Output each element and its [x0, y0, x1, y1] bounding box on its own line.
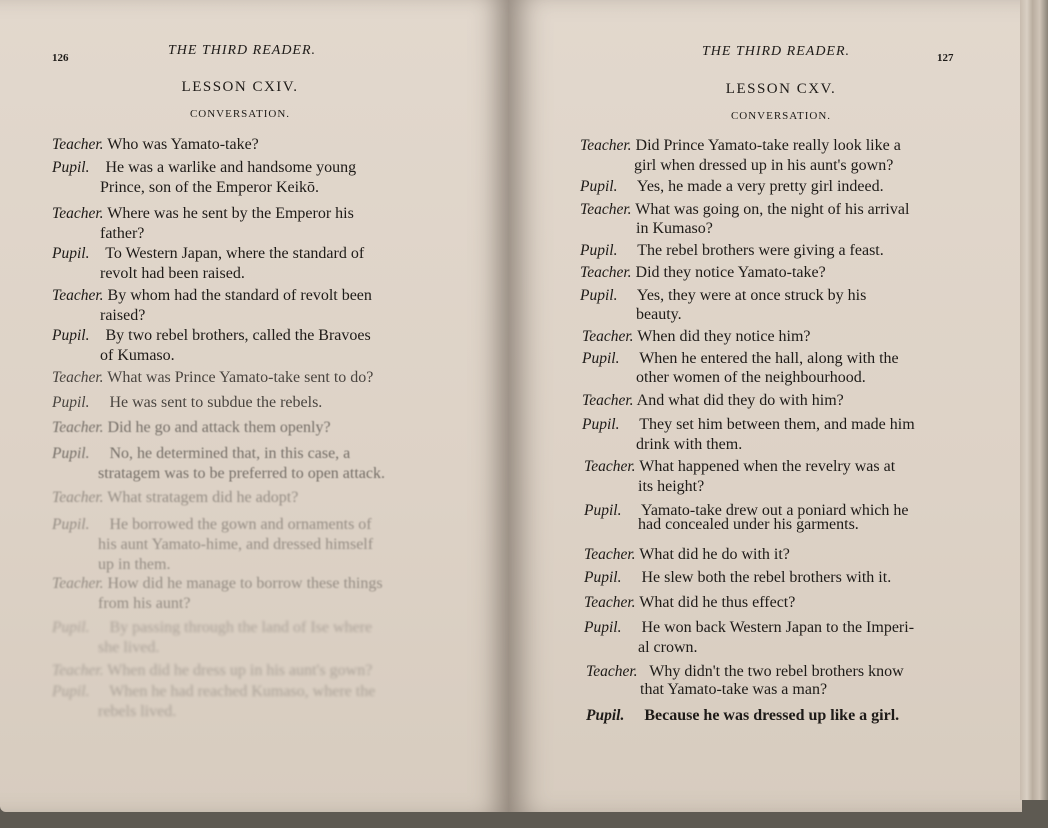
- dialogue-line: [580, 263, 826, 283]
- dialogue-text: By two rebel brothers, called the Bravoes: [105, 327, 371, 344]
- dialogue-line: [52, 515, 372, 535]
- speaker-label: Teacher.: [52, 489, 104, 506]
- dialogue-text: He slew both the rebel brothers with it.: [641, 569, 892, 586]
- dialogue-continuation: raised?: [100, 307, 146, 324]
- dialogue-continuation: Prince, son of the Emperor Keikō.: [100, 179, 320, 196]
- dialogue-continuation: his aunt Yamato-hime, and dressed himself: [98, 536, 374, 553]
- dialogue-text: By passing through the land of Ise where: [109, 619, 373, 636]
- dialogue-line: [52, 244, 364, 264]
- dialogue-line: [52, 488, 298, 508]
- dialogue-line: [52, 682, 375, 702]
- speaker-label: Teacher.: [580, 264, 632, 281]
- speaker-label: Teacher.: [52, 369, 104, 386]
- dialogue-line: [582, 327, 811, 347]
- dialogue-continuation: of Kumaso.: [100, 347, 175, 364]
- dialogue-line: [52, 444, 350, 464]
- dialogue-text: What stratagem did he adopt?: [107, 489, 299, 506]
- dialogue-text: He borrowed the gown and ornaments of: [109, 516, 372, 533]
- dialogue-line: [52, 368, 373, 388]
- dialogue-line: [580, 241, 884, 261]
- speaker-label: Pupil.: [582, 416, 620, 433]
- speaker-label: Pupil.: [586, 707, 625, 724]
- dialogue-text: What did he do with it?: [639, 546, 790, 563]
- lesson-title: LESSON CXIV.: [181, 79, 299, 95]
- dialogue-text: What happened when the revelry was at: [639, 458, 896, 475]
- dialogue-continuation: stratagem was to be preferred to open attack.: [98, 465, 385, 482]
- speaker-label: Pupil.: [582, 350, 620, 367]
- speaker-label: Teacher.: [582, 328, 634, 345]
- dialogue-text: By whom had the standard of revolt been: [107, 287, 372, 304]
- dialogue-line: [584, 545, 790, 565]
- page-edges: [1020, 0, 1048, 800]
- speaker-label: Pupil.: [52, 394, 90, 411]
- speaker-label: Teacher.: [52, 205, 104, 222]
- dialogue-text: What was Prince Yamato-take sent to do?: [107, 369, 374, 386]
- speaker-label: Teacher.: [584, 594, 636, 611]
- dialogue-line: [52, 393, 322, 413]
- dialogue-line: [584, 593, 795, 613]
- dialogue-text: He was a warlike and handsome young: [105, 159, 357, 176]
- dialogue-continuation: that Yamato-take was a man?: [640, 681, 828, 698]
- dialogue-line: [52, 135, 259, 155]
- speaker-label: Teacher.: [582, 392, 634, 409]
- dialogue-text: Yamato-take drew out a poniard which he: [640, 502, 909, 519]
- dialogue-text: He was sent to subdue the rebels.: [109, 394, 323, 411]
- dialogue-line: [582, 391, 844, 411]
- dialogue-line: [582, 415, 915, 435]
- dialogue-text: They set him between them, and made him: [639, 416, 915, 433]
- dialogue-line: [580, 286, 866, 306]
- page-number: 127: [937, 52, 954, 64]
- speaker-label: Pupil.: [52, 445, 90, 462]
- page-number: 126: [52, 52, 69, 64]
- speaker-label: Teacher.: [584, 546, 636, 563]
- speaker-label: Teacher.: [580, 137, 632, 154]
- lesson-title: LESSON CXV.: [725, 81, 837, 97]
- dialogue-text: He won back Western Japan to the Imperi-: [641, 619, 915, 636]
- dialogue-line: [580, 200, 909, 220]
- dialogue-line: [52, 661, 372, 681]
- dialogue-line: [586, 706, 899, 726]
- dialogue-text: When he entered the hall, along with the: [639, 350, 899, 367]
- speaker-label: Pupil.: [52, 516, 90, 533]
- dialogue-continuation: beauty.: [636, 306, 682, 323]
- dialogue-line: [52, 204, 354, 224]
- dialogue-text: How did he manage to borrow these things: [107, 575, 383, 592]
- dialogue-line: [52, 326, 371, 346]
- dialogue-line: [584, 568, 891, 588]
- dialogue-line: [584, 618, 914, 638]
- dialogue-continuation: from his aunt?: [98, 595, 191, 612]
- dialogue-text: No, he determined that, in this case, a: [109, 445, 351, 462]
- dialogue-line: [580, 177, 884, 197]
- dialogue-continuation: revolt had been raised.: [100, 265, 245, 282]
- dialogue-line: [52, 286, 372, 306]
- speaker-label: Teacher.: [52, 662, 104, 679]
- speaker-label: Pupil.: [580, 178, 618, 195]
- dialogue-text: Did he go and attack them openly?: [107, 419, 331, 436]
- dialogue-text: Who was Yamato-take?: [107, 136, 259, 153]
- speaker-label: Teacher.: [52, 287, 104, 304]
- speaker-label: Teacher.: [52, 575, 104, 592]
- dialogue-text: Did they notice Yamato-take?: [635, 264, 826, 281]
- dialogue-continuation: other women of the neighbourhood.: [636, 369, 866, 386]
- dialogue-continuation: up in them.: [98, 556, 171, 573]
- dialogue-continuation: drink with them.: [636, 436, 743, 453]
- right-page: [508, 0, 1022, 812]
- left-page: [0, 0, 508, 812]
- speaker-label: Pupil.: [52, 683, 90, 700]
- dialogue-text: To Western Japan, where the standard of: [105, 245, 365, 262]
- speaker-label: Pupil.: [584, 569, 622, 586]
- dialogue-line: [580, 136, 901, 156]
- speaker-label: Pupil.: [52, 327, 90, 344]
- dialogue-text: What was going on, the night of his arrival: [635, 201, 910, 218]
- dialogue-text: Where was he sent by the Emperor his: [107, 205, 354, 222]
- dialogue-continuation: had concealed under his garments.: [638, 516, 859, 533]
- dialogue-text: Did Prince Yamato-take really look like a: [635, 137, 901, 154]
- dialogue-line: [584, 457, 895, 477]
- dialogue-line: [52, 574, 383, 594]
- dialogue-continuation: al crown.: [638, 639, 698, 656]
- dialogue-continuation: girl when dressed up in his aunt's gown?: [634, 157, 894, 174]
- dialogue-text: When did they notice him?: [637, 328, 811, 345]
- speaker-label: Teacher.: [52, 419, 104, 436]
- speaker-label: Pupil.: [52, 245, 90, 262]
- speaker-label: Pupil.: [580, 287, 618, 304]
- speaker-label: Teacher.: [52, 136, 104, 153]
- dialogue-text: Yes, they were at once struck by his: [636, 287, 867, 304]
- speaker-label: Pupil.: [584, 502, 622, 519]
- dialogue-line: [52, 158, 356, 178]
- speaker-label: Pupil.: [52, 159, 90, 176]
- dialogue-continuation: father?: [100, 225, 145, 242]
- dialogue-text: And what did they do with him?: [636, 392, 844, 409]
- dialogue-line: [52, 418, 331, 438]
- speaker-label: Pupil.: [580, 242, 618, 259]
- speaker-label: Teacher.: [586, 663, 638, 680]
- dialogue-text: When did he dress up in his aunt's gown?: [107, 662, 373, 679]
- dialogue-continuation: she lived.: [98, 639, 160, 656]
- speaker-label: Pupil.: [584, 619, 622, 636]
- dialogue-continuation: its height?: [638, 478, 705, 495]
- speaker-label: Pupil.: [52, 619, 90, 636]
- dialogue-continuation: rebels lived.: [98, 703, 177, 720]
- lesson-subtitle: CONVERSATION.: [730, 110, 832, 122]
- dialogue-text: Because he was dressed up like a girl.: [644, 707, 900, 724]
- dialogue-text: The rebel brothers were giving a feast.: [637, 242, 884, 259]
- running-header: THE THIRD READER.: [168, 43, 317, 58]
- speaker-label: Teacher.: [580, 201, 632, 218]
- dialogue-line: [52, 618, 372, 638]
- dialogue-text: Why didn't the two rebel brothers know: [649, 663, 904, 680]
- speaker-label: Teacher.: [584, 458, 636, 475]
- running-header: THE THIRD READER.: [702, 44, 851, 59]
- dialogue-text: What did he thus effect?: [639, 594, 796, 611]
- lesson-subtitle: CONVERSATION.: [189, 108, 291, 120]
- dialogue-line: [582, 349, 899, 369]
- dialogue-continuation: in Kumaso?: [636, 220, 713, 237]
- dialogue-line: [586, 662, 904, 682]
- dialogue-text: Yes, he made a very pretty girl indeed.: [636, 178, 884, 195]
- dialogue-text: When he had reached Kumaso, where the: [109, 683, 376, 700]
